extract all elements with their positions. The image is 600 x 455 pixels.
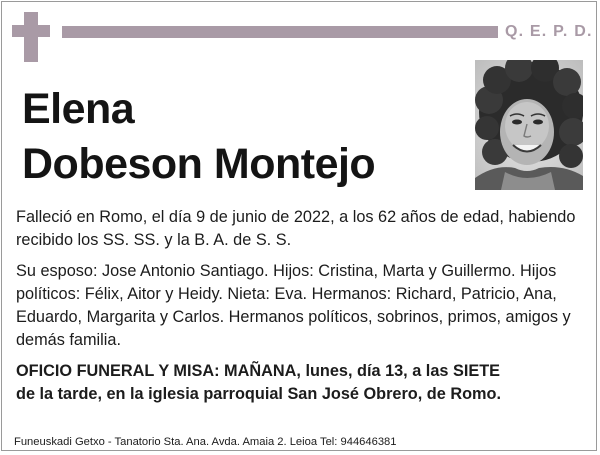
deceased-photo	[475, 60, 583, 190]
funeral-details	[16, 360, 588, 406]
funeral-line-1: OFICIO FUNERAL Y MISA: MAÑANA, lunes, día 13, a las SIETE	[16, 362, 501, 380]
family-list: Su esposo: Jose Antonio Santiago. Hijos: Cristina, Marta y Guillermo. Hijos políticos: Félix, Aitor y Heidy. Nieta: Eva. Hermanos: Richard, Patricio, Ana, Eduardo, Margarita y Carlos. Hermanos políticos, sobrinos, primos, amigos y demás familia.	[16, 262, 571, 349]
death-notice: Falleció en Romo, el día 9 de junio de 2022, a los 62 años de edad, habiendo recibido los SS. SS. y la B. A. de S. S.	[16, 208, 576, 249]
deceased-first-name: Elena	[22, 85, 135, 133]
deceased-surname: Dobeson Montejo	[22, 140, 376, 188]
funeral-home-footer: Funeuskadi Getxo - Tanatorio Sta. Ana. Avda. Amaia 2. Leioa Tel: 944646381	[14, 436, 397, 448]
header-rule	[62, 26, 498, 38]
cross-horizontal-bar	[12, 25, 50, 37]
deceased-name	[22, 82, 375, 192]
obituary-text	[16, 206, 588, 406]
obituary-card	[1, 1, 597, 451]
qepd-label: Q. E. P. D.	[505, 23, 593, 40]
cross-vertical-bar	[24, 12, 38, 62]
funeral-line-2: de la tarde, en la iglesia parroquial San José Obrero, de Romo.	[16, 385, 501, 403]
portrait-image	[475, 60, 583, 190]
